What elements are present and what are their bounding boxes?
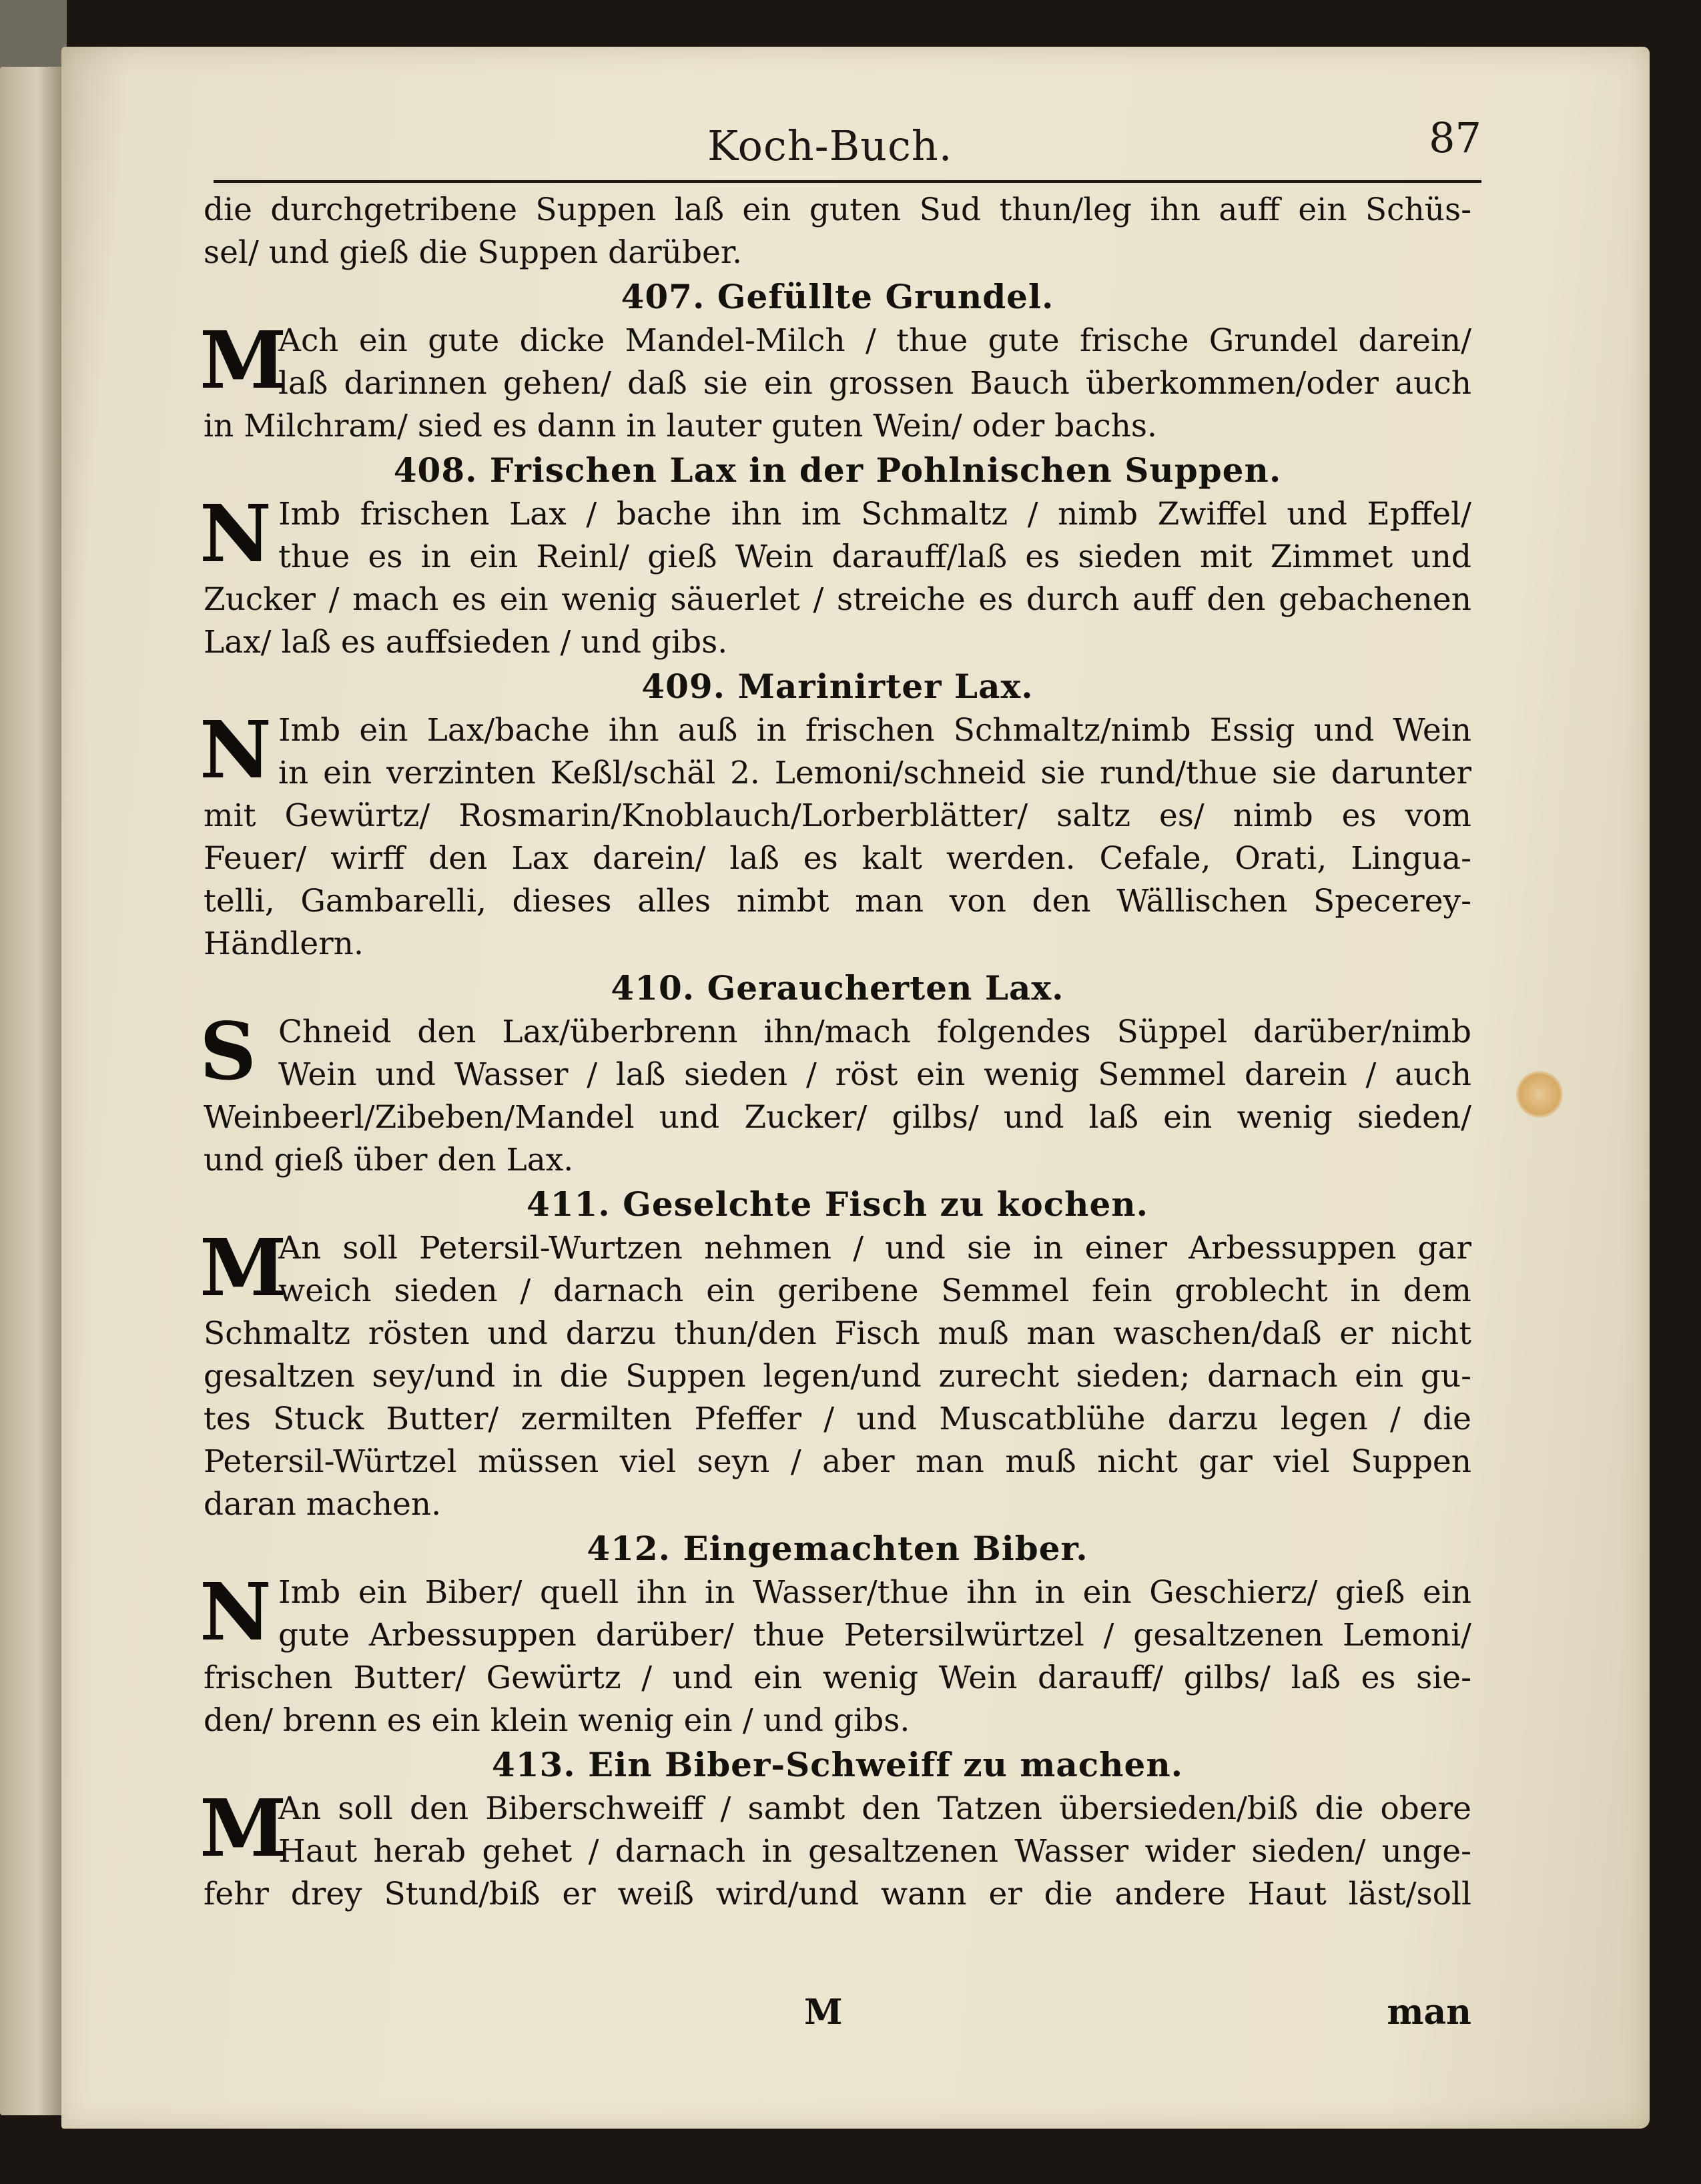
text-line: Imb ein Biber/ quell ihn in Wasser/thue ihn in ein Geschierz/ gieß ein: [278, 1574, 1471, 1611]
running-head-title: Koch-Buch.: [707, 121, 953, 170]
text-line: Chneid den Lax/überbrenn ihn/mach folgendes Süppel darüber/nimb: [278, 1014, 1471, 1050]
recipe-heading: 413. Ein Biber-Schweiff zu machen.: [491, 1745, 1184, 1784]
text-line: den/ brenn es ein klein wenig ein / und gibs.: [204, 1702, 910, 1739]
text-line: thue es in ein Reinl/ gieß Wein darauff/laß es sieden mit Zimmet und: [278, 538, 1471, 575]
text-line: mit Gewürtz/ Rosmarin/Knoblauch/Lorberblätter/ saltz es/ nimb es vom: [204, 797, 1471, 834]
recipe-408: [200, 448, 1471, 664]
text-line: in Milchram/ sied es dann in lauter guten Wein/ oder bachs.: [204, 408, 1157, 444]
recipe-heading: 410. Geraucherten Lax.: [611, 968, 1064, 1008]
drop-initial: M: [200, 1221, 287, 1314]
previous-page-edge: [0, 67, 67, 2115]
recipe-heading: 408. Frischen Lax in der Pohlnischen Suppen.: [393, 450, 1282, 490]
recipe-407: [200, 274, 1471, 448]
text-line: frischen Butter/ Gewürtz / und ein wenig Wein darauff/ gilbs/ laß es sie-: [204, 1660, 1471, 1696]
recipe-410: [200, 966, 1471, 1182]
text-line: gute Arbessuppen darüber/ thue Petersilwürtzel / gesaltzenen Lemoni/: [278, 1617, 1471, 1654]
text-line: die durchgetribene Suppen laß ein guten Sud thun/leg ihn auff ein Schüs-: [204, 192, 1471, 228]
drop-initial: N: [200, 703, 272, 796]
text-line: Lax/ laß es auffsieden / und gibs.: [204, 624, 728, 661]
text-line: An soll den Biberschweiff / sambt den Tatzen übersieden/biß die obere: [278, 1790, 1471, 1827]
text-line: Zucker / mach es ein wenig säuerlet / streiche es durch auff den gebachenen: [204, 581, 1471, 618]
page-number: 87: [1429, 113, 1481, 162]
text-line: Schmaltz rösten und darzu thun/den Fisch muß man waschen/daß er nicht: [204, 1315, 1471, 1352]
catchword: man: [1387, 1992, 1471, 2033]
text-line: Imb frischen Lax / bache ihn im Schmaltz / nimb Zwiffel und Epffel/: [278, 496, 1471, 532]
text-line: Feuer/ wirff den Lax darein/ laß es kalt werden. Cefale, Orati, Lingua-: [204, 840, 1471, 877]
text-line: gesaltzen sey/und in die Suppen legen/und zurecht sieden; darnach ein gu-: [204, 1358, 1471, 1395]
recipe-heading: 411. Geselchte Fisch zu kochen.: [526, 1184, 1149, 1224]
text-line: Wein und Wasser / laß sieden / röst ein wenig Semmel darein / auch: [278, 1056, 1471, 1093]
page-body: [200, 189, 1471, 1916]
text-line: und gieß über den Lax.: [204, 1142, 574, 1178]
text-line: weich sieden / darnach ein geribene Semmel fein groblecht in dem: [278, 1272, 1471, 1309]
recipe-413: [200, 1742, 1471, 1916]
text-line: Händlern.: [204, 926, 364, 962]
recipe-411: [200, 1182, 1471, 1526]
text-line: Imb ein Lax/bache ihn auß in frischen Schmaltz/nimb Essig und Wein: [278, 712, 1471, 749]
recipe-412: [200, 1526, 1471, 1742]
drop-initial: M: [200, 314, 287, 406]
drop-initial: N: [200, 487, 272, 580]
text-line: daran machen.: [204, 1486, 442, 1523]
running-head: [214, 113, 1481, 183]
recipe-heading: 409. Marinirter Lax.: [641, 667, 1034, 706]
text-line: Ach ein gute dicke Mandel-Milch / thue gute frische Grundel darein/: [278, 322, 1471, 359]
drop-initial: M: [200, 1782, 287, 1874]
page-footer-catchwords: [204, 1992, 1471, 2039]
paper-stain: [1516, 1071, 1563, 1118]
recipe-409: [200, 664, 1471, 966]
continuation-paragraph: [204, 189, 1471, 274]
text-line: laß darinnen gehen/ daß sie ein grossen Bauch überkommen/oder auch: [278, 365, 1471, 402]
recipe-heading: 407. Gefüllte Grundel.: [621, 277, 1054, 316]
text-line: Petersil-Würtzel müssen viel seyn / aber man muß nicht gar viel Suppen: [204, 1443, 1471, 1480]
recipe-heading: 412. Eingemachten Biber.: [587, 1529, 1088, 1568]
text-line: sel/ und gieß die Suppen darüber.: [204, 234, 743, 271]
signature-mark: M: [804, 1992, 843, 2033]
text-line: in ein verzinten Keßl/schäl 2. Lemoni/schneid sie rund/thue sie darunter: [278, 755, 1471, 791]
drop-initial: S: [200, 1005, 257, 1098]
text-line: tes Stuck Butter/ zermilten Pfeffer / und Muscatblühe darzu legen / die: [204, 1401, 1471, 1437]
text-line: telli, Gambarelli, dieses alles nimbt man von den Wällischen Specerey-: [204, 883, 1471, 920]
text-line: An soll Petersil-Wurtzen nehmen / und sie in einer Arbessuppen gar: [278, 1230, 1471, 1266]
text-line: fehr drey Stund/biß er weiß wird/und wann er die andere Haut läst/soll: [204, 1876, 1471, 1912]
binding-tape: [0, 0, 67, 73]
drop-initial: N: [200, 1565, 272, 1658]
text-line: Weinbeerl/Zibeben/Mandel und Zucker/ gilbs/ und laß ein wenig sieden/: [204, 1099, 1471, 1136]
text-line: Haut herab gehet / darnach in gesaltzenen Wasser wider sieden/ unge-: [278, 1833, 1471, 1870]
